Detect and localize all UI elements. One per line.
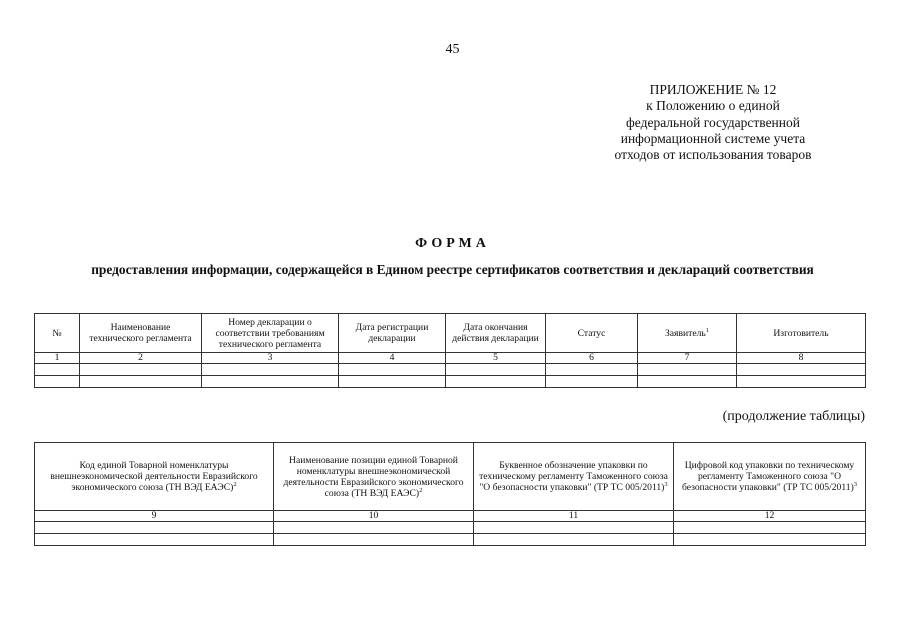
- column-number: 7: [638, 353, 737, 364]
- header-cell: [274, 443, 474, 511]
- header-cell: [638, 314, 737, 353]
- appendix-line: отходов от использования товаров: [614, 147, 812, 163]
- table-row: [35, 534, 866, 546]
- table-cell[interactable]: [446, 364, 546, 376]
- table-cell[interactable]: [474, 534, 674, 546]
- header-cell: Дата регистрации декларации: [339, 314, 446, 353]
- table-cell[interactable]: [339, 364, 446, 376]
- table-cell[interactable]: [202, 376, 339, 388]
- table-cell[interactable]: [737, 364, 866, 376]
- table-row: [35, 376, 866, 388]
- footnote-mark: 2: [233, 480, 237, 488]
- table-cell[interactable]: [638, 364, 737, 376]
- table-cell[interactable]: [674, 534, 866, 546]
- header-cell: Изготовитель: [737, 314, 866, 353]
- header-cell: [474, 443, 674, 511]
- column-number: 12: [674, 511, 866, 522]
- table-cell[interactable]: [35, 522, 274, 534]
- form-title: ФОРМА: [415, 236, 490, 251]
- header-cell: Дата окончания действия декларации: [446, 314, 546, 353]
- table-cell[interactable]: [80, 376, 202, 388]
- column-number: 1: [35, 353, 80, 364]
- appendix-line: федеральной государственной: [626, 114, 800, 130]
- continuation-table: [34, 442, 866, 546]
- header-text: Код единой Товарной номенклатуры внешнеэкономической деятельности Евразийского экономического союза (ТН ВЭД ЕАЭС): [50, 460, 258, 493]
- column-number: 5: [446, 353, 546, 364]
- table-cell[interactable]: [274, 534, 474, 546]
- column-number: 10: [274, 511, 474, 522]
- header-text: Цифровой код упаковки по техническому регламенту Таможенного союза "О безопасности упаковки" (ТР ТС 005/2011): [681, 460, 855, 493]
- appendix-line: информационной системе учета: [620, 130, 806, 146]
- table-cell[interactable]: [474, 522, 674, 534]
- column-number: 2: [80, 353, 202, 364]
- header-cell: [674, 443, 866, 511]
- footnote-mark: 2: [419, 486, 423, 494]
- column-number-row: [35, 353, 866, 364]
- header-cell: Статус: [546, 314, 638, 353]
- table-cell[interactable]: [202, 364, 339, 376]
- appendix-block: [592, 82, 834, 163]
- header-text: Наименование позиции единой Товарной номенклатуры внешнеэкономической деятельности Евразийского экономического союза (ТН ВЭД ЕАЭС): [283, 454, 464, 499]
- table-header-row: [35, 443, 866, 511]
- table-cell[interactable]: [35, 376, 80, 388]
- header-cell: Наименование технического регламента: [80, 314, 202, 353]
- footnote-mark: 1: [705, 326, 709, 334]
- column-number: 4: [339, 353, 446, 364]
- footnote-mark: 3: [853, 480, 858, 488]
- table-cell[interactable]: [274, 522, 474, 534]
- column-number: 9: [35, 511, 274, 522]
- table-cell[interactable]: [638, 376, 737, 388]
- table-cell[interactable]: [737, 376, 866, 388]
- page-number: 45: [445, 42, 460, 57]
- certificates-table: [34, 313, 866, 388]
- table-row: [35, 364, 866, 376]
- table-row: [35, 522, 866, 534]
- table-cell[interactable]: [546, 364, 638, 376]
- footnote-mark: 3: [664, 480, 668, 488]
- header-cell: Номер декларации о соответствии требованиям технического регламента: [202, 314, 339, 353]
- header-text: Буквенное обозначение упаковки по техническому регламенту Таможенного союза "О безопасности упаковки" (ТР ТС 005/2011): [479, 460, 668, 493]
- appendix-title: ПРИЛОЖЕНИЕ № 12: [649, 82, 777, 97]
- table-header-row: [35, 314, 866, 353]
- table-cell[interactable]: [35, 364, 80, 376]
- header-cell: [35, 443, 274, 511]
- table-cell[interactable]: [80, 364, 202, 376]
- table-continuation-label: (продолжение таблицы): [722, 409, 865, 424]
- header-text: Заявитель: [664, 327, 706, 339]
- column-number: 6: [546, 353, 638, 364]
- header-cell: №: [35, 314, 80, 353]
- form-subtitle: предоставления информации, содержащейся в Едином реестре сертификатов соответствия и деклараций соответствия: [91, 262, 814, 277]
- table-cell[interactable]: [35, 534, 274, 546]
- column-number: 8: [737, 353, 866, 364]
- table-cell[interactable]: [674, 522, 866, 534]
- table-cell[interactable]: [339, 376, 446, 388]
- table-cell[interactable]: [546, 376, 638, 388]
- table-cell[interactable]: [446, 376, 546, 388]
- column-number: 11: [474, 511, 674, 522]
- column-number: 3: [202, 353, 339, 364]
- column-number-row: [35, 511, 866, 522]
- appendix-line: к Положению о единой: [646, 98, 780, 114]
